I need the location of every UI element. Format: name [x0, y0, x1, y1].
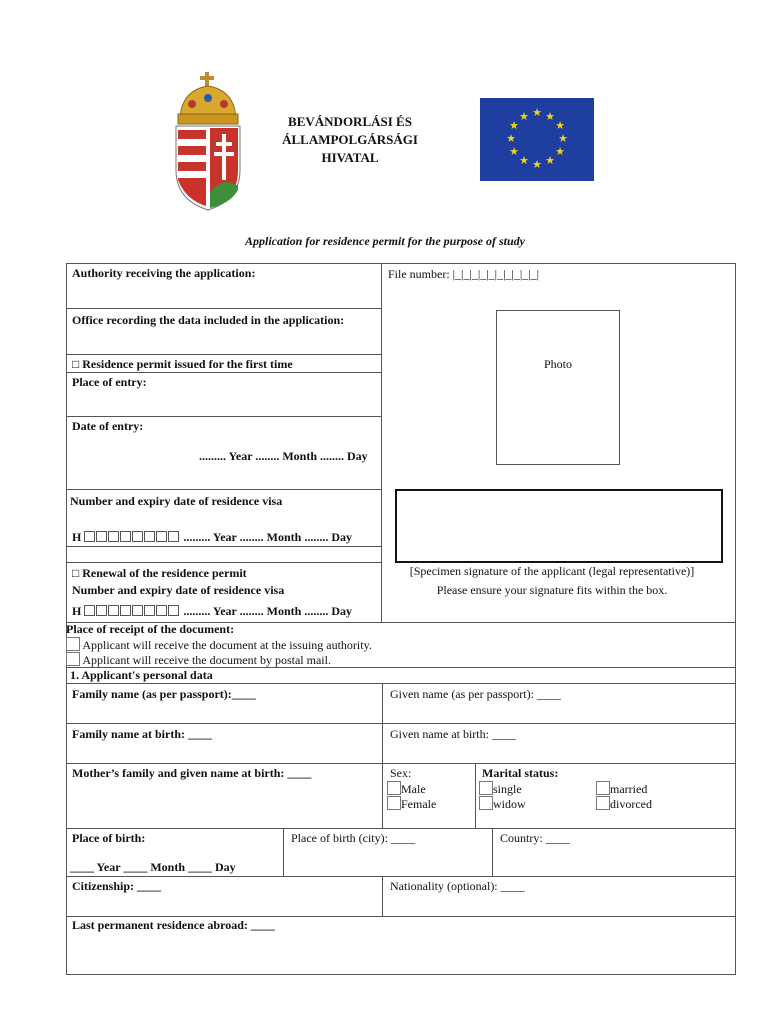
- marital-divorced-option[interactable]: [596, 796, 652, 812]
- renewal-expiry: ......... Year ........ Month ........ Day: [183, 604, 353, 618]
- divider: [66, 876, 735, 877]
- marital-widow-option[interactable]: [479, 796, 526, 812]
- column-divider: [475, 763, 476, 829]
- sex-female-label: Female: [401, 797, 437, 811]
- divider: [66, 562, 382, 563]
- family-name-field[interactable]: Family name (as per passport):____: [72, 687, 256, 701]
- renewal-prefix: H: [72, 604, 82, 618]
- receipt-option-authority[interactable]: [66, 637, 372, 653]
- divider: [66, 416, 382, 417]
- visa-boxes[interactable]: [84, 530, 180, 544]
- sex-male-option[interactable]: [387, 781, 426, 797]
- marital-single-label: single: [493, 782, 522, 796]
- svg-text:★: ★: [506, 132, 516, 145]
- renewal-number-row[interactable]: [72, 604, 352, 619]
- marital-divorced-checkbox[interactable]: [596, 796, 610, 810]
- eu-flag: [480, 98, 594, 181]
- sex-female-option[interactable]: [387, 796, 436, 812]
- divider: [66, 372, 382, 373]
- divider: [66, 916, 735, 917]
- given-birth-field[interactable]: Given name at birth: ____: [390, 727, 516, 741]
- personal-section-title: 1. Applicant's personal data: [70, 668, 213, 682]
- authority-label: Authority receiving the application:: [72, 266, 256, 280]
- svg-text:★: ★: [519, 154, 529, 167]
- divider: [66, 828, 735, 829]
- svg-text:★: ★: [532, 106, 542, 119]
- marital-married-checkbox[interactable]: [596, 781, 610, 795]
- divider: [66, 489, 382, 490]
- divider: [66, 308, 382, 309]
- svg-text:★: ★: [545, 110, 555, 123]
- birth-country-field[interactable]: Country: ____: [500, 831, 570, 845]
- sex-male-checkbox[interactable]: [387, 781, 401, 795]
- marital-widow-checkbox[interactable]: [479, 796, 493, 810]
- receipt-authority-checkbox[interactable]: [66, 637, 80, 651]
- marital-divorced-label: divorced: [610, 797, 652, 811]
- table-border-top: [66, 263, 735, 264]
- given-name-field[interactable]: Given name (as per passport): ____: [390, 687, 561, 701]
- receipt-title: Place of receipt of the document:: [66, 622, 235, 636]
- column-divider: [492, 828, 493, 876]
- marital-label: Marital status:: [482, 766, 559, 780]
- coat-of-arms: [170, 70, 246, 212]
- signature-caption: [Specimen signature of the applicant (legal representative)]: [409, 564, 695, 578]
- signature-note: Please ensure your signature fits within the box.: [436, 583, 668, 597]
- citizenship-field[interactable]: Citizenship: ____: [72, 879, 162, 893]
- receipt-mail-checkbox[interactable]: [66, 652, 80, 666]
- renewal-visa-label: Number and expiry date of residence visa: [72, 583, 285, 597]
- svg-text:★: ★: [555, 145, 565, 158]
- photo-label: Photo: [543, 357, 572, 371]
- date-of-entry-label: Date of entry:: [72, 419, 144, 433]
- marital-married-label: married: [610, 782, 648, 796]
- svg-text:★: ★: [558, 132, 568, 145]
- divider: [66, 723, 735, 724]
- first-time-checkbox[interactable]: □ Residence permit issued for the first time: [72, 357, 293, 371]
- marital-married-option[interactable]: [596, 781, 647, 797]
- agency-line-1: BEVÁNDORLÁSI ÉS: [288, 114, 412, 129]
- renewal-checkbox[interactable]: □ Renewal of the residence permit: [72, 566, 247, 580]
- agency-name: [270, 113, 430, 167]
- svg-text:★: ★: [509, 119, 519, 132]
- birth-date-field[interactable]: ____ Year ____ Month ____ Day: [70, 860, 236, 874]
- marital-widow-label: widow: [493, 797, 526, 811]
- photo-box[interactable]: [496, 310, 620, 465]
- place-of-birth-label: Place of birth:: [72, 831, 146, 845]
- table-border-bottom: [66, 974, 736, 975]
- agency-line-3: HIVATAL: [321, 150, 379, 165]
- column-divider: [382, 683, 383, 829]
- renewal-boxes[interactable]: [84, 604, 180, 618]
- marital-single-option[interactable]: [479, 781, 522, 797]
- sex-male-label: Male: [401, 782, 426, 796]
- eu-flag-icon: [480, 98, 594, 181]
- hungarian-coat-of-arms-icon: [170, 70, 246, 212]
- svg-text:★: ★: [509, 145, 519, 158]
- svg-text:★: ★: [545, 154, 555, 167]
- svg-text:★: ★: [532, 158, 542, 171]
- visa-number-row[interactable]: [72, 530, 352, 545]
- visa-prefix: H: [72, 530, 82, 544]
- sex-female-checkbox[interactable]: [387, 796, 401, 810]
- family-birth-field[interactable]: Family name at birth: ____: [72, 727, 212, 741]
- visa-expiry: ......... Year ........ Month ........ Day: [183, 530, 353, 544]
- receipt-option-mail[interactable]: [66, 652, 331, 668]
- svg-text:★: ★: [555, 119, 565, 132]
- table-border-left: [66, 263, 67, 974]
- column-divider: [283, 828, 284, 876]
- marital-single-checkbox[interactable]: [479, 781, 493, 795]
- file-number[interactable]: File number: |_|_|_|_|_|_|_|_|_|_|: [388, 267, 540, 281]
- office-label: Office recording the data included in the application:: [72, 313, 345, 327]
- column-divider: [382, 876, 383, 916]
- date-of-entry-value[interactable]: ......... Year ........ Month ........ Day: [199, 449, 368, 463]
- last-residence-field[interactable]: Last permanent residence abroad: ____: [72, 918, 275, 932]
- svg-text:★: ★: [519, 110, 529, 123]
- divider: [66, 546, 382, 547]
- table-border-right: [735, 263, 736, 974]
- receipt-mail-label: Applicant will receive the document by postal mail.: [82, 653, 331, 667]
- divider: [66, 763, 735, 764]
- form-title: Application for residence permit for the purpose of study: [245, 234, 525, 248]
- agency-line-2: ÁLLAMPOLGÁRSÁGI: [282, 132, 418, 147]
- nationality-field[interactable]: Nationality (optional): ____: [390, 879, 525, 893]
- divider: [66, 354, 382, 355]
- divider: [66, 683, 735, 684]
- sex-label: Sex:: [390, 766, 412, 780]
- signature-box[interactable]: [395, 489, 723, 563]
- mother-name-field[interactable]: Mother’s family and given name at birth: ____: [72, 766, 312, 780]
- place-of-entry-label: Place of entry:: [72, 375, 147, 389]
- visa-label: Number and expiry date of residence visa: [70, 494, 283, 508]
- birth-city-field[interactable]: Place of birth (city): ____: [291, 831, 415, 845]
- receipt-authority-label: Applicant will receive the document at the issuing authority.: [82, 638, 372, 652]
